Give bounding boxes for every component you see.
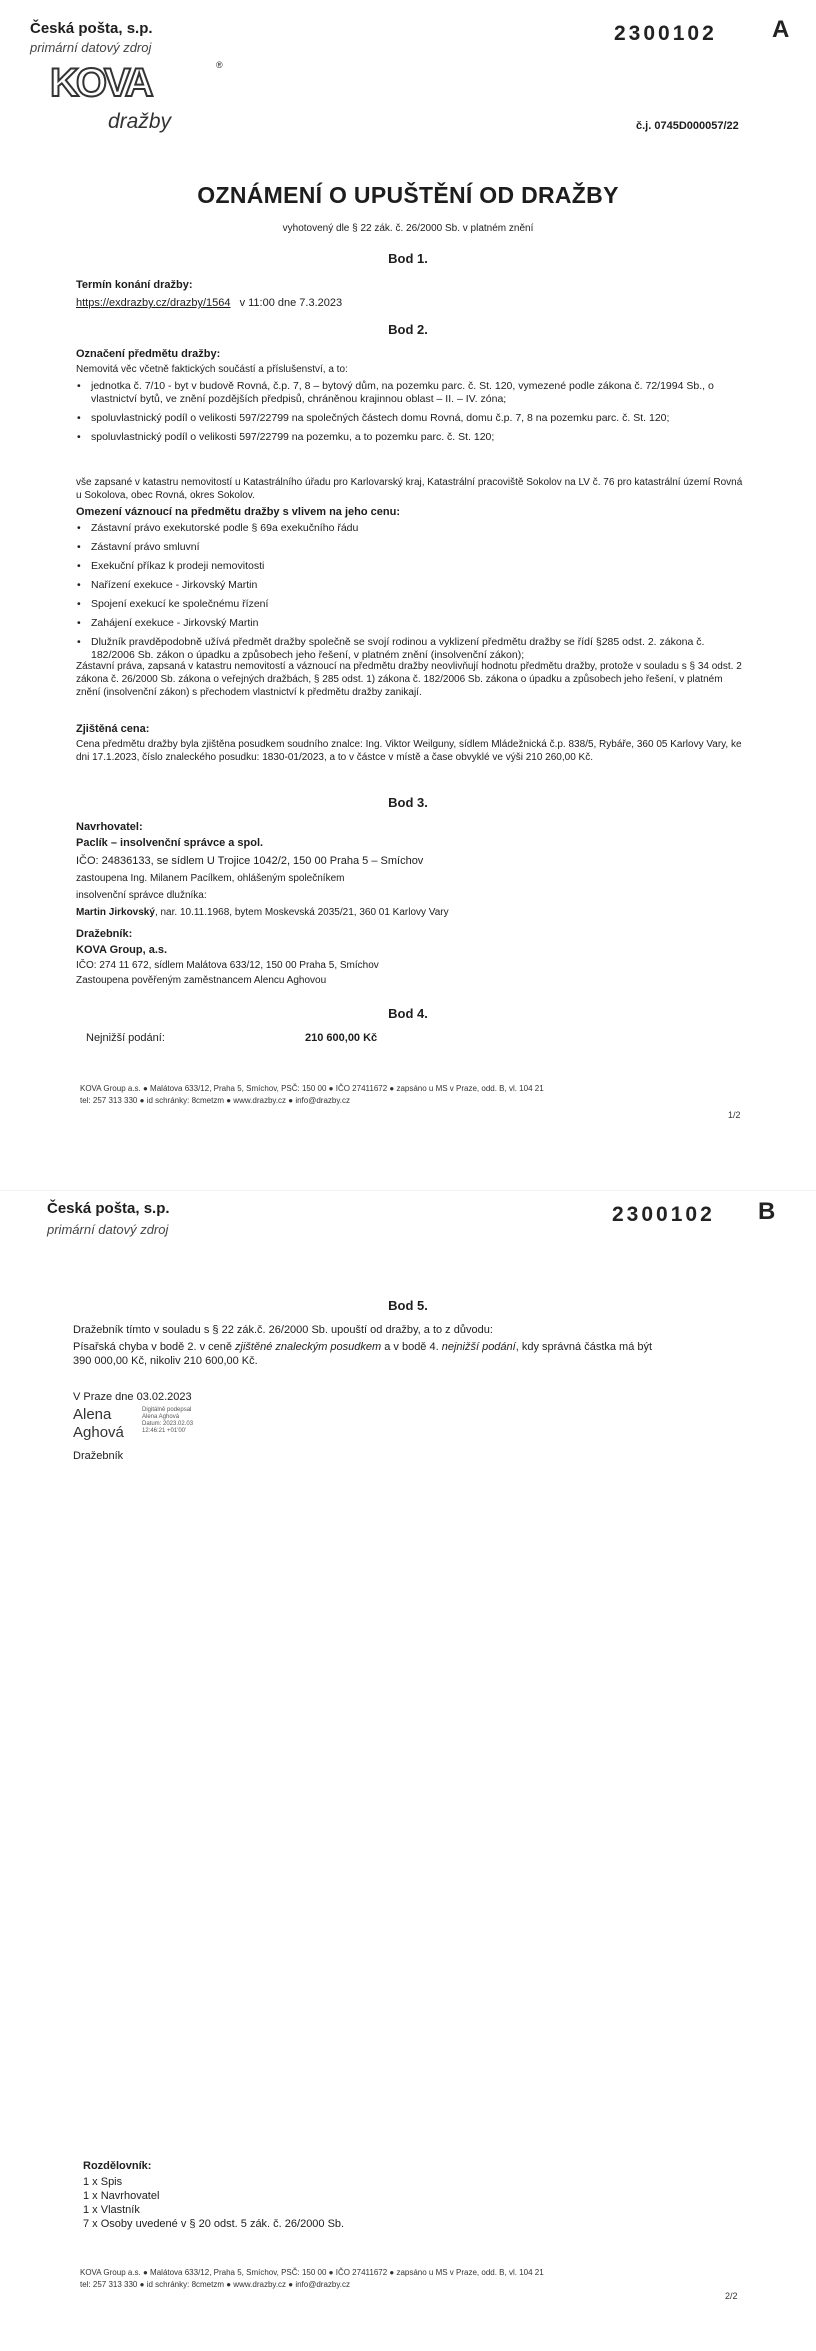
- signature-date: V Praze dne 03.02.2023: [73, 1391, 192, 1403]
- section-heading-bod5: Bod 5.: [388, 1298, 428, 1313]
- subject-item: • spoluvlastnický podíl o velikosti 597/22799 na společných částech domu Rovná, domu č.p. 7, 8 na pozemku parc. č. St. 120;: [76, 412, 746, 425]
- price-label: Zjištěná cena:: [76, 723, 150, 735]
- section-heading-bod2: Bod 2.: [388, 322, 428, 337]
- kova-logo: [48, 60, 223, 110]
- stamp-number: 2300102: [612, 1203, 715, 1226]
- debtor-details: , nar. 10.11.1968, bytem Moskevská 2035/21, 360 01 Karlovy Vary: [154, 907, 449, 918]
- header-org: Česká pošta, s.p.: [47, 1200, 170, 1217]
- page-number: 2/2: [725, 2291, 738, 2301]
- reason-part: , kdy správná částka má být: [515, 1341, 653, 1353]
- debtor-line: [76, 906, 449, 919]
- stamp-letter: B: [758, 1198, 776, 1225]
- auction-link[interactable]: https://exdrazby.cz/drazby/1564: [76, 297, 231, 309]
- page-number: 1/2: [728, 1110, 741, 1120]
- reason-emphasis: zjištěné znaleckým posudkem: [235, 1341, 382, 1353]
- auction-time: v 11:00 dne 7.3.2023: [239, 297, 343, 309]
- proposer-name: Paclík – insolvenční správce a spol.: [76, 837, 264, 849]
- signature-last-name: Aghová: [73, 1424, 124, 1441]
- footer-company-line: KOVA Group a.s. ● Malátova 633/12, Praha 5, Smíchov, PSČ: 150 00 ● IČO 27411672 ● zapsáno u MS v Praze, odd. B, vl. 104 21: [80, 2268, 544, 2277]
- restriction-item: • Exekuční příkaz k prodeji nemovitosti: [76, 560, 746, 573]
- distribution-label: Rozdělovník:: [83, 2160, 152, 2172]
- subject-list: [76, 380, 746, 450]
- registered-mark: ®: [216, 60, 223, 70]
- section-heading-bod3: Bod 3.: [388, 795, 428, 810]
- restriction-item: • Zahájení exekuce - Jirkovský Martin: [76, 617, 746, 630]
- reason-emphasis: nejnižší podání: [441, 1341, 516, 1353]
- subject-item: • jednotka č. 7/10 - byt v budově Rovná, č.p. 7, 8 – bytový dům, na pozemku parc. č. St. 120, vymezené podle zákona č. 72/1994 Sb., o vlastnictví bytů, ve znění pozdějších předpisů, chráněnou krajinnou oblast – II. – IV. zóna;: [76, 380, 746, 406]
- registry-text: vše zapsané v katastru nemovitostí u Katastrálního úřadu pro Karlovarský kraj, Katastrální pracoviště Sokolov na LV č. 76 pro katastrální území Rovná u Sokolova, obec Rovná, okres Sokolov.: [76, 477, 743, 501]
- trustee-label: insolvenční správce dlužníka:: [76, 890, 207, 901]
- auction-date-label: Termín konání dražby:: [76, 279, 193, 291]
- footer-contact-line: tel: 257 313 330 ● id schránky: 8cmetzm ● www.drazby.cz ● info@drazby.cz: [80, 1096, 350, 1105]
- withdrawal-reason: [73, 1340, 753, 1354]
- restrictions-label: Omezení váznoucí na předmětu dražby s vlivem na jeho cenu:: [76, 506, 400, 518]
- restriction-item: • Dlužník pravděpodobně užívá předmět dražby společně se svojí rodinou a vyklizení předmětu dražby se řídí §285 odst. 2. zákona č. 182/2006 Sb. zákon o úpadku a způsobech jeho řešení, v platném znění (insolvenční zákon);: [76, 636, 746, 662]
- sig-meta-line: Alena Aghová: [142, 1414, 180, 1420]
- proposer-label: Navrhovatel:: [76, 821, 143, 833]
- signature-role: Dražebník: [73, 1450, 124, 1462]
- correct-amount: 390 000,00 Kč, nikoliv 210 600,00 Kč.: [73, 1355, 258, 1367]
- page-separator: [0, 1190, 816, 1191]
- svg-text:KOVA: KOVA: [50, 62, 151, 105]
- stamp-number: 2300102: [614, 22, 717, 45]
- auctioneer-representative: Zastoupena pověřeným zaměstnancem Alencu Aghovou: [76, 975, 327, 986]
- header-source: primární datový zdroj: [47, 1222, 169, 1237]
- restriction-item: • Spojení exekucí ke společnému řízení: [76, 598, 746, 611]
- withdrawal-statement: Dražebník tímto v souladu s § 22 zák.č. 26/2000 Sb. upouští od dražby, a to z důvodu:: [73, 1324, 493, 1336]
- price-text: Cena předmětu dražby byla zjištěna posudkem soudního znalce: Ing. Viktor Weilguny, sídlem Mládežnická č.p. 838/5, Rybáře, 360 05 Karlovy Vary, ke dni 17.1.2023, číslo znaleckého posudku: 1830-01/2023, a to v částce v místě a čase obvyklé ve výši 210 260,00 Kč.: [76, 739, 742, 763]
- restriction-item: • Zástavní právo exekutorské podle § 69a exekučního řádu: [76, 522, 746, 535]
- reason-part: Písařská chyba v bodě 2. v ceně: [73, 1341, 236, 1353]
- document-title: OZNÁMENÍ O UPUŠTĚNÍ OD DRAŽBY: [197, 182, 619, 208]
- distribution-item: 7 x Osoby uvedené v § 20 odst. 5 zák. č. 26/2000 Sb.: [83, 2218, 345, 2230]
- digital-signature-info: [142, 1407, 193, 1435]
- debtor-name: Martin Jirkovský: [76, 907, 155, 918]
- distribution-list: [83, 2175, 344, 2231]
- section-heading-bod1: Bod 1.: [388, 251, 428, 266]
- lowest-bid-label: Nejnižší podání:: [86, 1032, 165, 1044]
- footer-contact-line: tel: 257 313 330 ● id schránky: 8cmetzm ● www.drazby.cz ● info@drazby.cz: [80, 2280, 350, 2289]
- auctioneer-name: KOVA Group, a.s.: [76, 944, 168, 956]
- restriction-item: • Zástavní právo smluvní: [76, 541, 746, 554]
- auctioneer-ico: IČO: 274 11 672, sídlem Malátova 633/12, 150 00 Praha 5, Smíchov: [76, 960, 379, 971]
- auctioneer-label: Dražebník:: [76, 928, 133, 940]
- proposer-representative: zastoupena Ing. Milanem Pacílkem, ohlášeným společníkem: [76, 873, 345, 884]
- signature-first-name: Alena: [73, 1406, 112, 1423]
- distribution-item: 1 x Vlastník: [83, 2204, 140, 2216]
- reason-part: a v bodě 4.: [381, 1341, 442, 1353]
- subject-intro: Nemovitá věc včetně faktických součástí a příslušenství, a to:: [76, 364, 348, 375]
- proposer-ico: IČO: 24836133, se sídlem U Trojice 1042/2, 150 00 Praha 5 – Smíchov: [76, 855, 424, 867]
- pledge-rights-text: Zástavní práva, zapsaná v katastru nemovitostí a váznoucí na předmětu dražby neovlivňují hodnotu předmětu dražby, protože v souladu s § 34 odst. 2 zákona č. 26/2000 Sb. zákona o veřejných dražbách, § 285 odst. 1) zákona č. 182/2006 Sb. zákona o úpadku a způsobech jeho řešení, v platném znění (insolvenční zákon) s přechodem vlastnictví k předmětu dražby zanikají.: [76, 661, 742, 698]
- restrictions-list: [76, 522, 746, 668]
- header-org: Česká pošta, s.p.: [30, 20, 153, 37]
- lowest-bid-value: 210 600,00 Kč: [305, 1032, 378, 1044]
- restriction-item: • Nařízení exekuce - Jirkovský Martin: [76, 579, 746, 592]
- auction-date-line: [76, 296, 342, 310]
- document-subtitle: vyhotovený dle § 22 zák. č. 26/2000 Sb. v platném znění: [282, 223, 534, 234]
- subject-label: Označení předmětu dražby:: [76, 348, 221, 360]
- signature-name: [73, 1406, 124, 1442]
- stamp-letter: A: [772, 16, 790, 43]
- reference-number: č.j. 0745D000057/22: [636, 120, 739, 132]
- distribution-item: 1 x Spis: [83, 2176, 123, 2188]
- sig-meta-line: Datum: 2023.02.03: [142, 1421, 194, 1427]
- distribution-item: 1 x Navrhovatel: [83, 2190, 160, 2202]
- section-heading-bod4: Bod 4.: [388, 1006, 428, 1021]
- subject-item: • spoluvlastnický podíl o velikosti 597/22799 na pozemku, a to pozemku parc. č. St. 120;: [76, 431, 746, 444]
- footer-company-line: KOVA Group a.s. ● Malátova 633/12, Praha 5, Smíchov, PSČ: 150 00 ● IČO 27411672 ● zapsáno u MS v Praze, odd. B, vl. 104 21: [80, 1084, 544, 1093]
- sig-meta-line: 12:46:21 +01'00': [142, 1428, 187, 1434]
- header-source: primární datový zdroj: [30, 40, 152, 55]
- logo-subtitle: dražby: [108, 110, 172, 133]
- sig-meta-line: Digitálně podepsal: [142, 1407, 192, 1413]
- kova-logo-graphic: [48, 62, 220, 110]
